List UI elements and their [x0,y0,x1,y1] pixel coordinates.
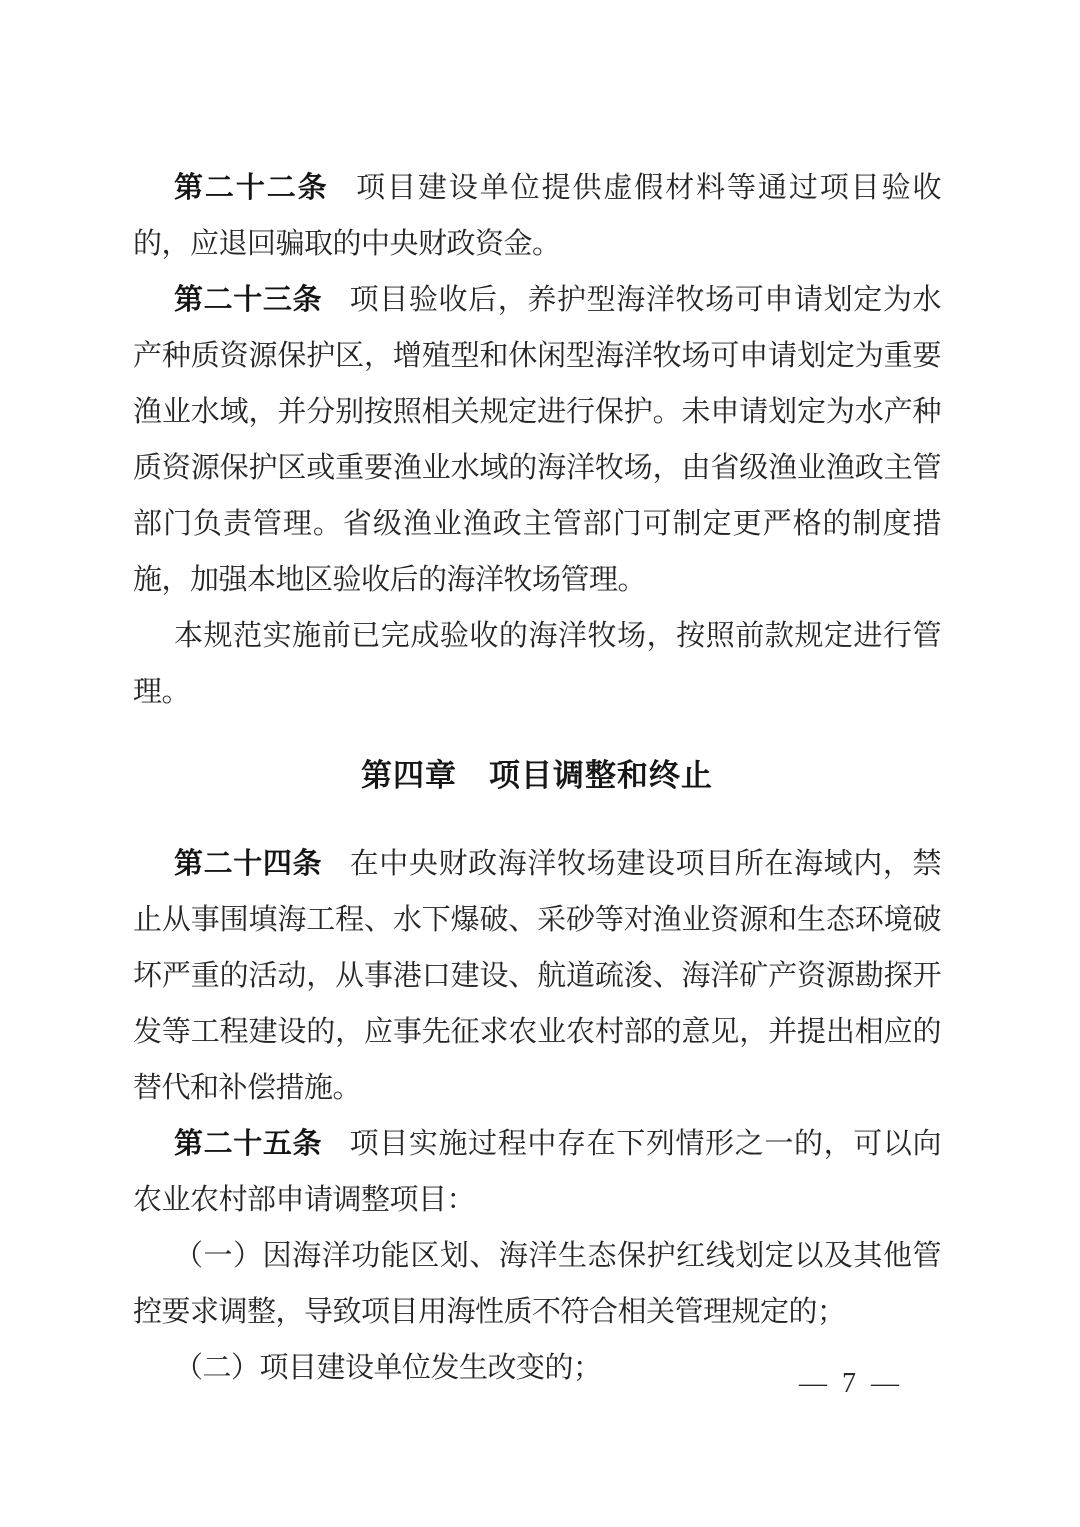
article-23-note-paragraph: 本规范实施前已完成验收的海洋牧场，按照前款规定进行管理。 [133,620,941,708]
article-24-paragraph [133,836,941,1116]
article-22-text: 项目建设单位提供虚假材料等通过项目验收的，应退回骗取的中央财政资金。 [133,172,941,260]
article-24-text: 在中央财政海洋牧场建设项目所在海域内，禁止从事围填海工程、水下爆破、采砂等对渔业资源和生态环境破坏严重的活动，从事港口建设、航道疏浚、海洋矿产资源勘探开发等工程建设的，应事先征求农业农村部的意见，并提出相应的替代和补偿措施。 [133,848,941,1104]
article-23-paragraph [133,272,941,608]
article-25-item-2: （二）项目建设单位发生改变的； [174,1352,602,1384]
article-23-text: 项目验收后，养护型海洋牧场可申请划定为水产种质资源保护区，增殖型和休闲型海洋牧场可申请划定为重要渔业水域，并分别按照相关规定进行保护。未申请划定为水产种质资源保护区或重要渔业水域的海洋牧场，由省级渔业渔政主管部门负责管理。省级渔业渔政主管部门可制定更严格的制度措施，加强本地区验收后的海洋牧场管理。 [133,284,941,596]
document-body [133,160,941,1396]
article-22-paragraph [133,160,941,272]
page-number: — 7 — [799,1368,903,1399]
article-25-label: 第二十五条 [174,1128,323,1160]
article-25-text: 项目实施过程中存在下列情形之一的，可以向农业农村部申请调整项目： [133,1128,941,1216]
page-footer [0,1368,1080,1400]
article-23-label: 第二十三条 [174,284,323,316]
chapter-4-heading: 第四章 项目调整和终止 [361,758,713,793]
article-22-label: 第二十二条 [174,172,329,204]
article-25-paragraph [133,1116,941,1228]
article-24-label: 第二十四条 [174,848,323,880]
article-25-item-1: （一）因海洋功能区划、海洋生态保护红线划定以及其他管控要求调整，导致项目用海性质不符合相关管理规定的； [133,1240,941,1328]
